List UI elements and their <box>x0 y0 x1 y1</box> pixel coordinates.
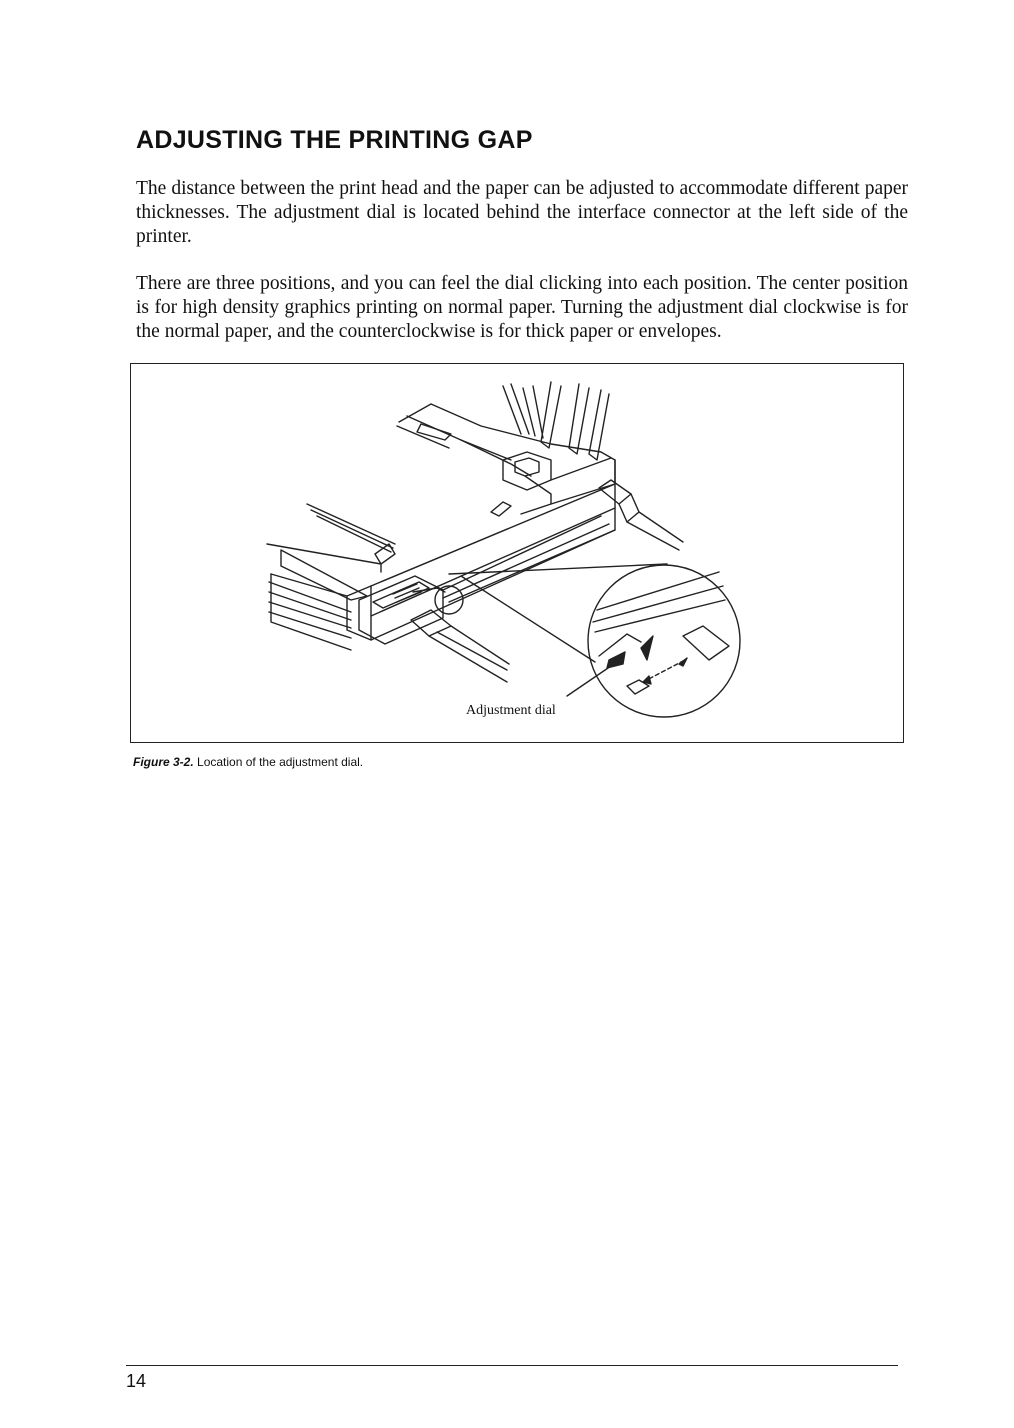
paragraph-printing-gap-intro: The distance between the print head and the paper can be adjusted to accommodate different paper thicknesses. The adjustment dial is located behind the interface connector at the left side of the printer. <box>136 178 908 247</box>
adjustment-dial-callout: Adjustment dial <box>466 703 556 718</box>
footer-rule <box>126 1365 898 1366</box>
figure-frame <box>130 363 904 743</box>
figure-caption <box>133 755 363 769</box>
figure-number: Figure 3-2. <box>133 755 194 769</box>
printer-body <box>267 404 615 650</box>
paper-guides <box>503 382 609 460</box>
power-cable <box>599 480 683 550</box>
section-heading: ADJUSTING THE PRINTING GAP <box>136 126 533 154</box>
printer-illustration <box>131 364 903 742</box>
rear-rails <box>443 516 667 602</box>
magnified-dial-detail <box>461 565 740 717</box>
figure-caption-text: Location of the adjustment dial. <box>193 755 364 769</box>
page-number: 14 <box>126 1371 147 1391</box>
paragraph-dial-positions: There are three positions, and you can feel the dial clicking into each position. The center position is for high density graphics printing on normal paper. Turning the adjustment dial clockwise is for the normal paper, and the counterclockwise is for thick paper or envelopes. <box>136 273 908 342</box>
